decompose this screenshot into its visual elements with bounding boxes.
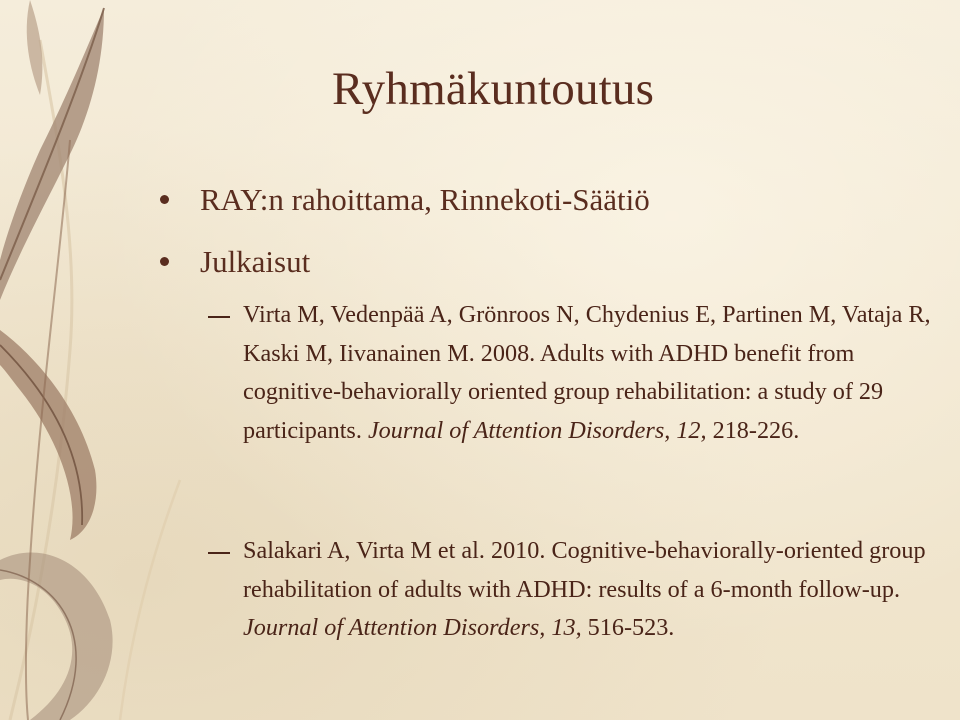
dash-icon xyxy=(208,552,230,554)
dash-icon xyxy=(208,316,230,318)
bullet-text: RAY:n rahoittama, Rinnekoti-Säätiö xyxy=(200,182,650,217)
reference-journal: Journal of Attention Disorders, 13, xyxy=(243,614,582,641)
bullet-dot-icon xyxy=(160,257,169,266)
slide-title: Ryhmäkuntoutus xyxy=(332,63,655,115)
reference-item xyxy=(243,296,943,450)
dried-leaf-decoration xyxy=(0,0,260,720)
reference-item xyxy=(243,532,943,648)
reference-pages: 516-523. xyxy=(581,614,675,641)
bullet-dot-icon xyxy=(160,195,169,204)
reference-text: Virta M, Vedenpää A, Grönroos N, Chydenius E, Partinen M, Vataja R, Kaski M, Iivanainen M. 2008. Adults with ADHD benefit from cognitive-behaviorally oriented group rehabilitation: a study of 29 participants. xyxy=(243,301,931,444)
reference-journal: Journal of Attention Disorders, 12, xyxy=(367,416,707,444)
reference-pages: 218-226. xyxy=(706,416,800,444)
bullet-text: Julkaisut xyxy=(200,244,311,279)
reference-text: Salakari A, Virta M et al. 2010. Cognitive-behaviorally-oriented group rehabilitation of adults with ADHD: results of a 6-month follow-up. xyxy=(243,537,926,603)
